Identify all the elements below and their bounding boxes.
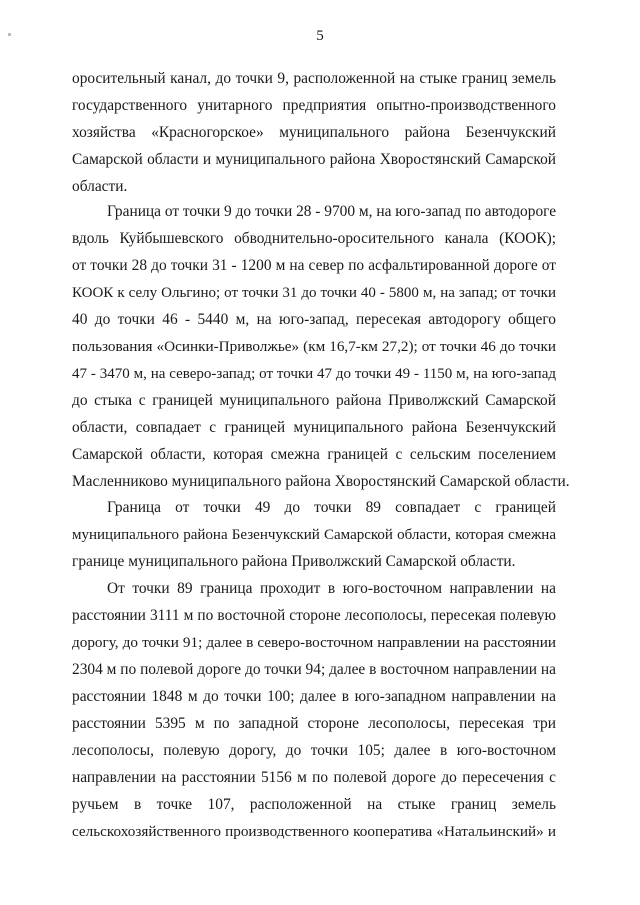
text-line: расстоянии 3111 м по восточной стороне лесополосы, пересекая полевую [72,607,556,624]
text-line: Граница от точки 49 до точки 89 совпадает с границей [107,499,556,516]
text-line: муниципального района Безенчукский Самарской области, которая смежна [72,527,556,543]
text-line: направлении на расстоянии 5156 м по полевой дороге до пересечения с [72,769,556,786]
text-line: ручьем в точке 107, расположенной на стыке границ земель [72,796,556,813]
text-line: От точки 89 граница проходит в юго-восточном направлении на [107,580,556,597]
text-line: сельскохозяйственного производственного кооператива «Натальинский» и [72,823,556,840]
text-line: расстоянии 1848 м до точки 100; далее в юго-западном направлении на [72,688,556,705]
text-line: от точки 28 до точки 31 - 1200 м на север по асфальтированной дороге от [72,257,556,274]
text-line: Граница от точки 9 до точки 28 - 9700 м, на юго-запад по автодороге [107,203,556,220]
text-line: Самарской области, которая смежна границей с сельским поселением [72,446,556,463]
text-line: 40 до точки 46 - 5440 м, на юго-запад, пересекая автодорогу общего [72,311,556,328]
text-line: расстоянии 5395 м по западной стороне лесополосы, пересекая три [72,715,556,732]
text-line: хозяйства «Красногорское» муниципального района Безенчукский [72,124,556,141]
text-line: пользования «Осинки-Приволжье» (км 16,7-км 27,2); от точки 46 до точки [72,338,556,355]
text-line: 47 - 3470 м, на северо-запад; от точки 47 до точки 49 - 1150 м, на юго-запад [72,366,556,382]
text-line: 2304 м по полевой дороге до точки 94; далее в восточном направлении на [72,661,556,678]
text-line: лесополосы, полевую дорогу, до точки 105; далее в юго-восточном [72,742,556,759]
text-line: Самарской области и муниципального района Хворостянский Самарской [72,151,556,168]
text-line: Масленниково муниципального района Хворостянский Самарской области. [72,473,570,490]
text-line: области. [72,178,128,195]
page-number: 5 [316,28,324,44]
text-line: вдоль Куйбышевского обводнительно-оросительного канала (КООК); [72,230,556,247]
text-line: КООК к селу Ольгино; от точки 31 до точки 40 - 5800 м, на запад; от точки [72,285,556,301]
text-line: оросительный канал, до точки 9, расположенной на стыке границ земель [72,70,556,87]
text-line: области, совпадает с границей муниципального района Безенчукский [72,419,556,436]
text-line: до стыка с границей муниципального района Приволжский Самарской [72,392,556,409]
text-line: дорогу, до точки 91; далее в северо-восточном направлении на расстоянии [72,634,556,651]
text-line: границе муниципального района Приволжский Самарской области. [72,553,516,570]
text-line: государственного унитарного предприятия опытно-производственного [72,97,556,114]
